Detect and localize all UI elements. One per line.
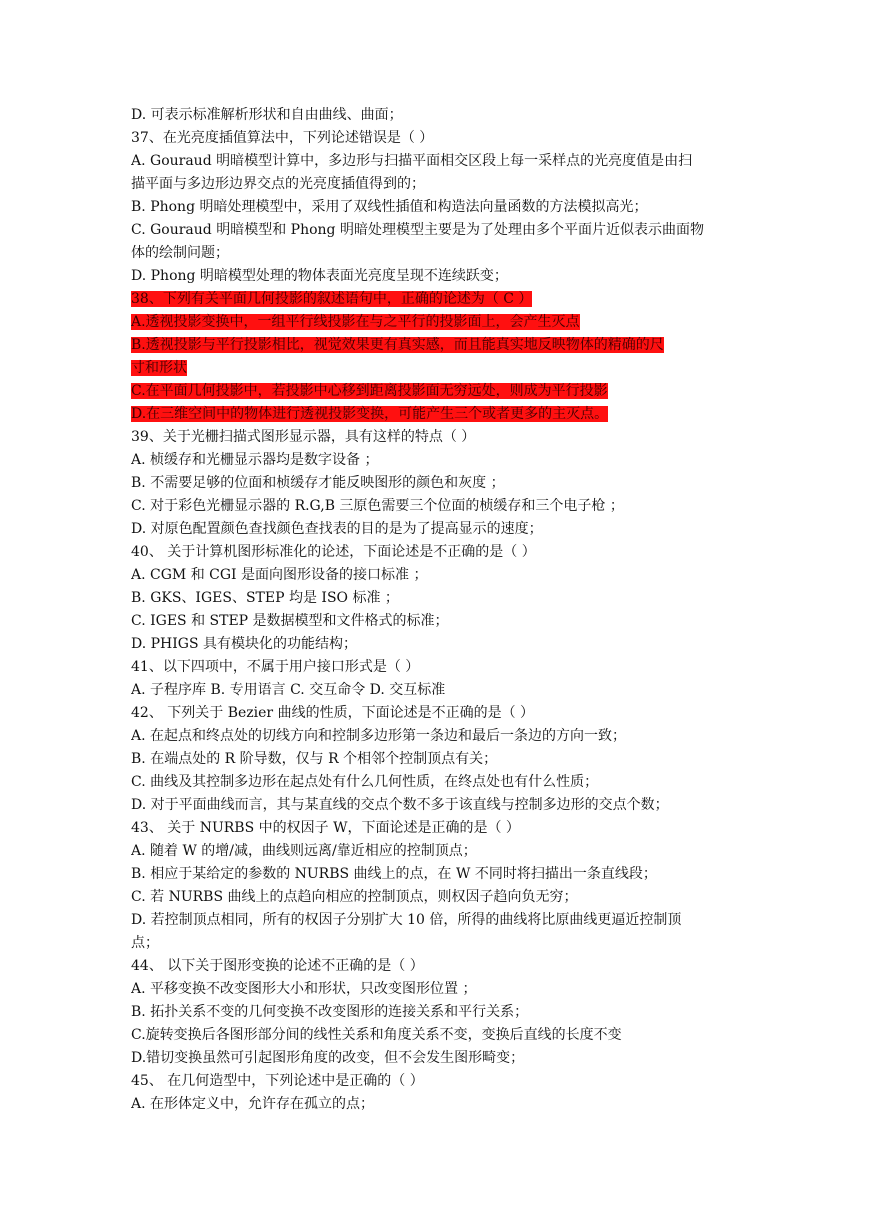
text-line: C. 曲线及其控制多边形在起点处有什么几何性质，在终点处也有什么性质；: [131, 774, 599, 790]
text-line: A. Gouraud 明暗模型计算中，多边形与扫描平面相交区段上每一采样点的光亮度值是由扫: [131, 153, 693, 169]
text-line: C.旋转变换后各图形部分间的线性关系和角度关系不变，变换后直线的长度不变: [131, 1027, 622, 1043]
text-line: A. 在形体定义中，允许存在孤立的点；: [131, 1096, 375, 1112]
text-line: D.错切变换虽然可引起图形角度的改变，但不会发生图形畸变；: [131, 1050, 525, 1066]
highlighted-line: C.在平面几何投影中，若投影中心移到距离投影面无穷远处，则成为平行投影: [131, 383, 608, 399]
text-line: C. Gouraud 明暗模型和 Phong 明暗处理模型主要是为了处理由多个平面片近似表示曲面物: [131, 222, 704, 238]
text-line: D. 若控制顶点相同，所有的权因子分别扩大 10 倍，所得的曲线将比原曲线更逼近控制顶: [131, 912, 682, 928]
text-line: A. CGM 和 CGI 是面向图形设备的接口标准 ；: [131, 567, 428, 583]
text-line: A. 桢缓存和光栅显示器均是数字设备 ；: [131, 452, 379, 468]
text-line: B. 在端点处的 R 阶导数，仅与 R 个相邻个控制顶点有关；: [131, 751, 498, 767]
text-line: A. 在起点和终点处的切线方向和控制多边形第一条边和最后一条边的方向一致；: [131, 728, 627, 744]
text-line: B. GKS、IGES、STEP 均是 ISO 标准 ；: [131, 590, 399, 606]
question-39: 39、关于光栅扫描式图形显示器，具有这样的特点（ ）: [131, 429, 476, 445]
text-line: D. 对于平面曲线而言，其与某直线的交点个数不多于该直线与控制多边形的交点个数；: [131, 797, 669, 813]
text-line: B. 相应于某给定的参数的 NURBS 曲线上的点，在 W 不同时将扫描出一条直线段；: [131, 866, 657, 882]
text-line: D. Phong 明暗模型处理的物体表面光亮度呈现不连续跃变；: [131, 268, 508, 284]
text-line: D. 可表示标准解析形状和自由曲线、曲面；: [131, 107, 403, 123]
question-37: 37、在光亮度插值算法中，下列论述错误是（ ）: [131, 130, 434, 146]
question-40: 40、 关于计算机图形标准化的论述，下面论述是不正确的是（ ）: [131, 544, 536, 560]
question-42: 42、 下列关于 Bezier 曲线的性质，下面论述是不正确的是（ ）: [131, 705, 535, 721]
text-line: A. 平移变换不改变图形大小和形状，只改变图形位置 ；: [131, 981, 477, 997]
highlighted-line: B.透视投影与平行投影相比，视觉效果更有真实感，而且能真实地反映物体的精确的尺: [131, 337, 664, 353]
text-line: 描平面与多边形边界交点的光亮度插值得到的；: [131, 176, 425, 192]
text-line: B. Phong 明暗处理模型中，采用了双线性插值和构造法向量函数的方法模拟高光；: [131, 199, 648, 215]
text-line: C. 对于彩色光栅显示器的 R.G,B 三原色需要三个位面的桢缓存和三个电子枪 ；: [131, 498, 624, 514]
question-44: 44、 以下关于图形变换的论述不正确的是（ ）: [131, 958, 424, 974]
text-line: A. 随着 W 的增/减，曲线则远离/靠近相应的控制顶点；: [131, 843, 477, 859]
question-41: 41、以下四项中，不属于用户接口形式是（ ）: [131, 659, 420, 675]
question-43: 43、 关于 NURBS 中的权因子 W，下面论述是正确的是（ ）: [131, 820, 520, 836]
text-line: C. 若 NURBS 曲线上的点趋向相应的控制顶点，则权因子趋向负无穷；: [131, 889, 578, 905]
text-line: D. PHIGS 具有模块化的功能结构；: [131, 636, 358, 652]
question-38-highlighted: 38、下列有关平面几何投影的叙述语句中，正确的论述为（ C ）: [131, 291, 533, 307]
text-line: B. 拓扑关系不变的几何变换不改变图形的连接关系和平行关系；: [131, 1004, 529, 1020]
text-line: B. 不需要足够的位面和桢缓存才能反映图形的颜色和灰度 ；: [131, 475, 505, 491]
text-line: D. 对原色配置颜色查找颜色查找表的目的是为了提高显示的速度；: [131, 521, 543, 537]
text-line: 点；: [131, 935, 159, 951]
text-line: 体的绘制问题；: [131, 245, 229, 261]
text-line: C. IGES 和 STEP 是数据模型和文件格式的标准；: [131, 613, 449, 629]
text-line: A. 子程序库 B. 专用语言 C. 交互命令 D. 交互标准: [131, 682, 446, 698]
highlighted-line: D.在三维空间中的物体进行透视投影变换，可能产生三个或者更多的主灭点。: [131, 406, 609, 422]
highlighted-line: 寸和形状: [131, 360, 187, 376]
highlighted-line: A.透视投影变换中，一组平行线投影在与之平行的投影面上，会产生灭点: [131, 314, 580, 330]
question-45: 45、 在几何造型中，下列论述中是正确的（ ）: [131, 1073, 424, 1089]
